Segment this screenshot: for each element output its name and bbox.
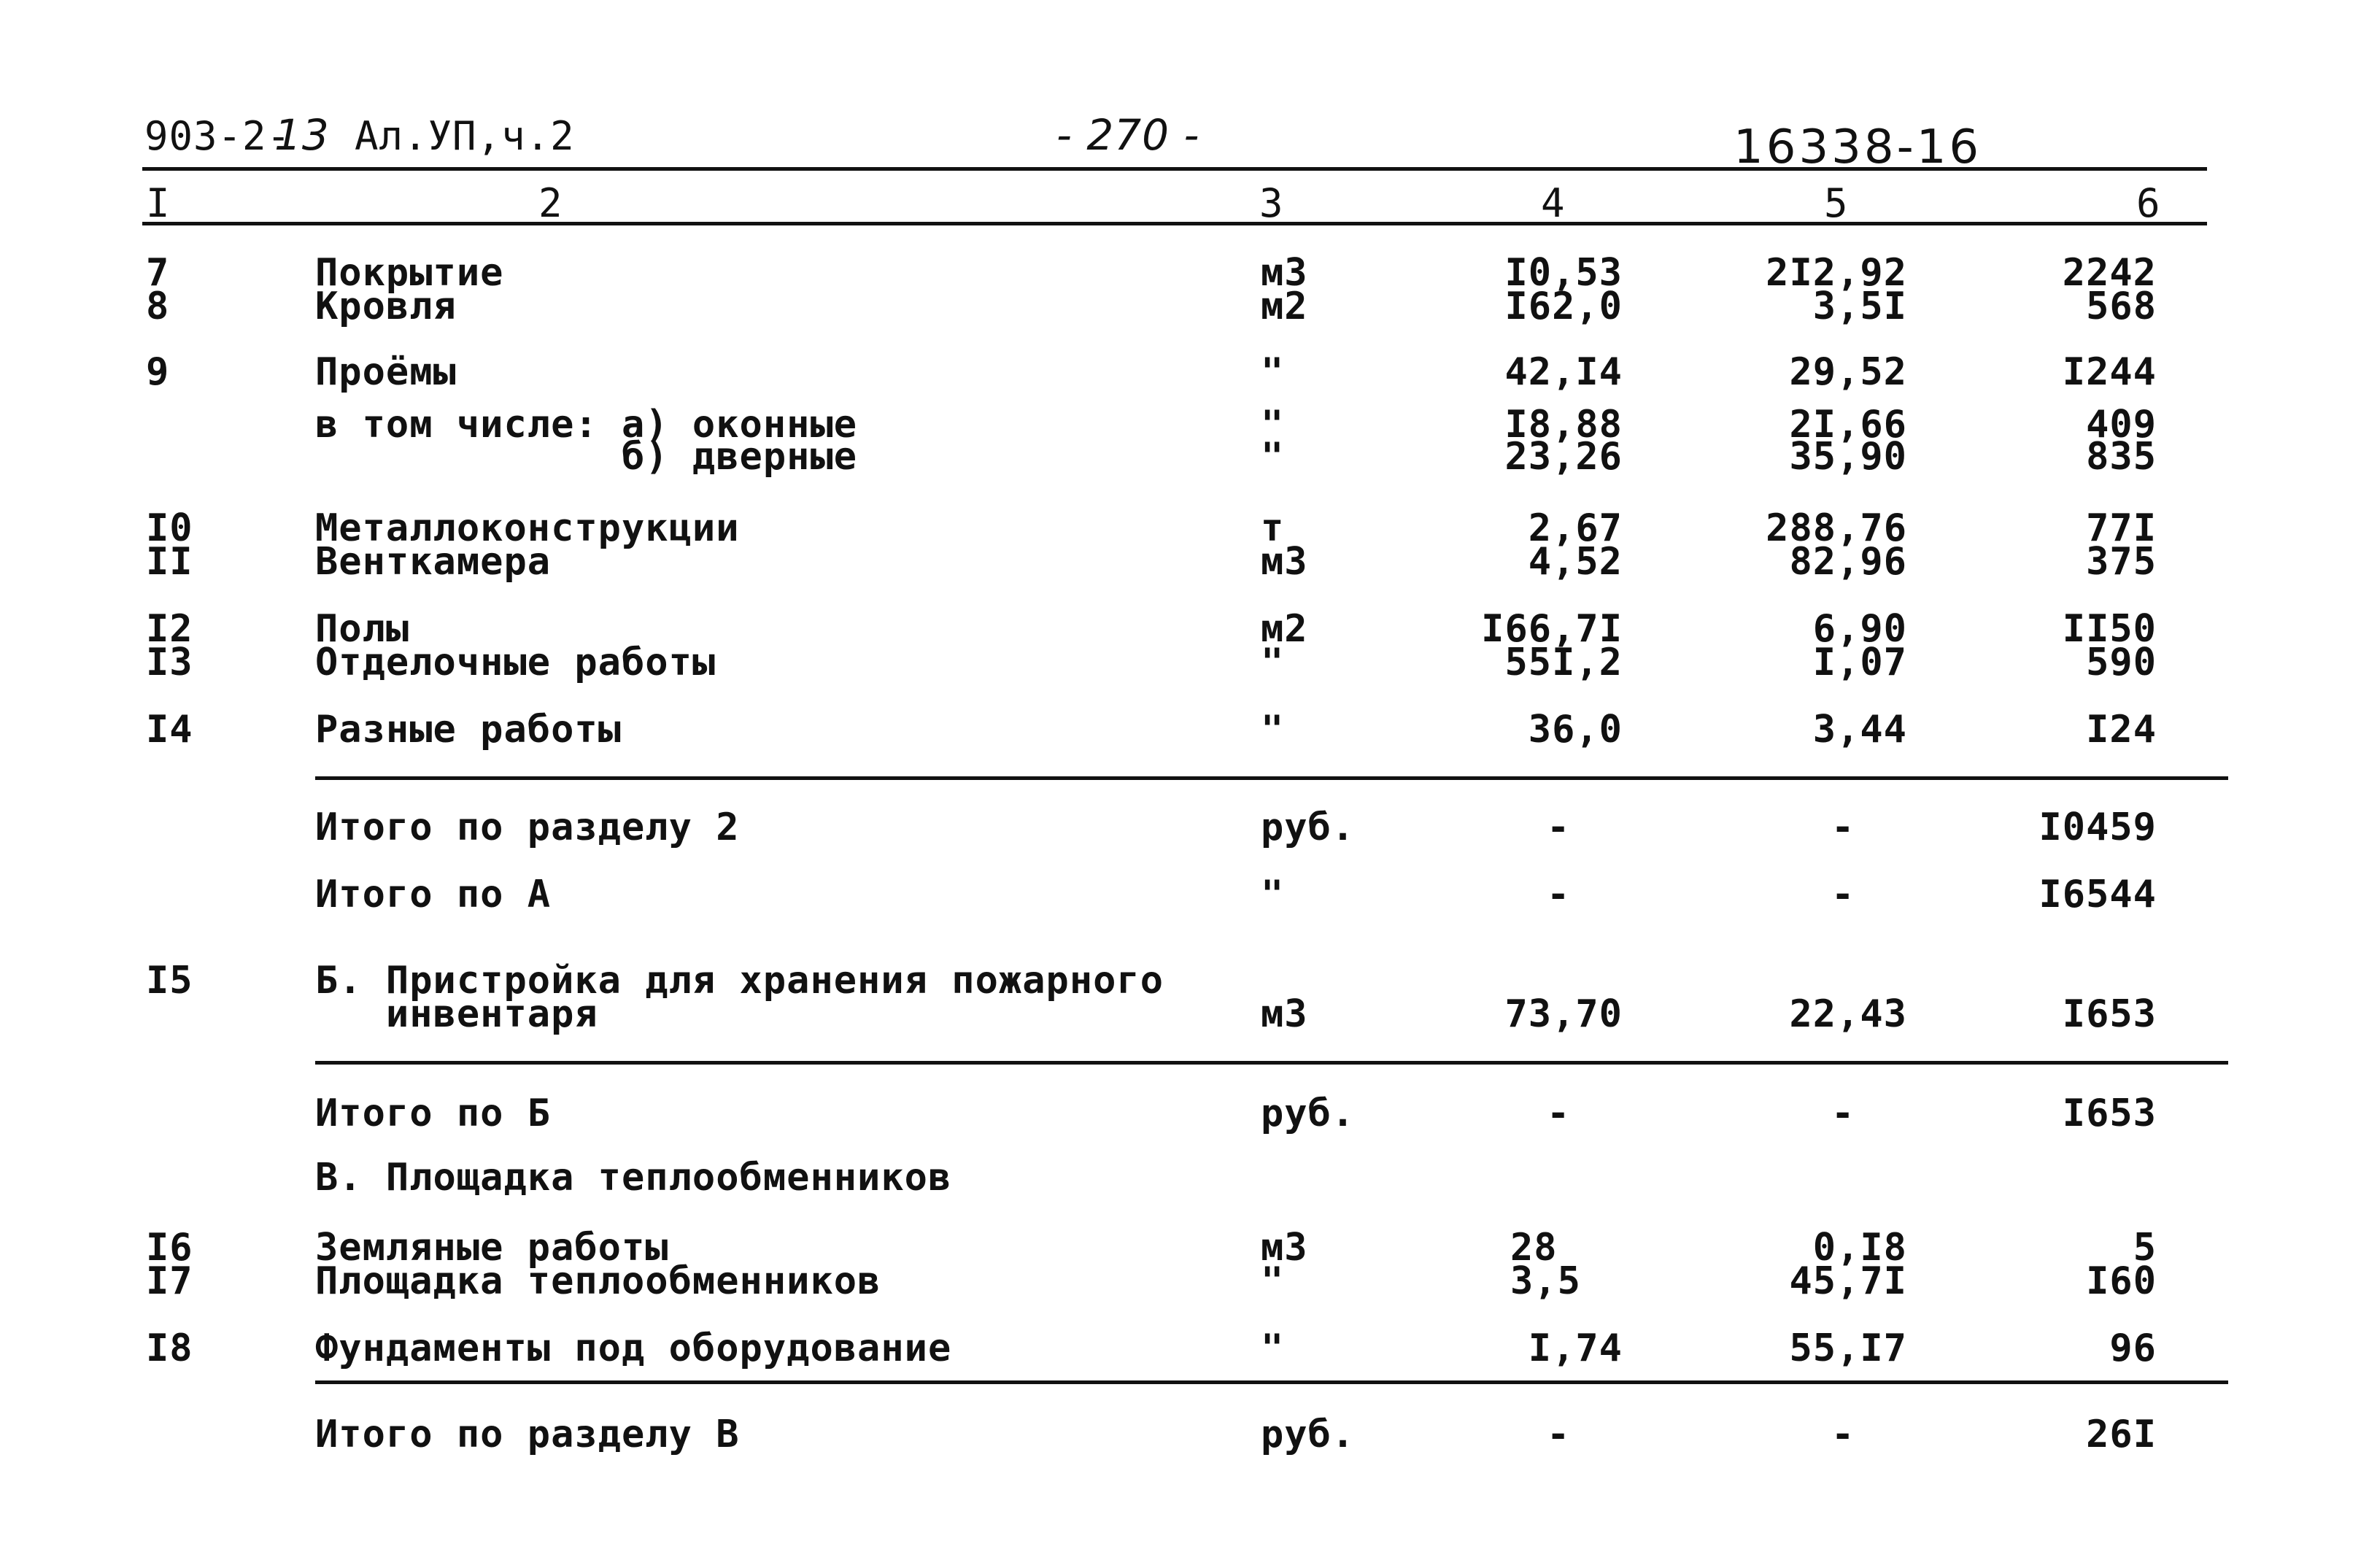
subtotal-rule (315, 1061, 2228, 1065)
row-unit-price: - (1831, 1092, 1855, 1135)
column-header-rule (142, 222, 2207, 225)
row-total: 568 (2086, 285, 2157, 328)
row-unit-price: - (1831, 873, 1855, 916)
column-number: 4 (1541, 180, 1566, 226)
row-unit-price: 29,52 (1789, 350, 1907, 394)
row-unit-price: 288,76 (1766, 506, 1907, 550)
row-quantity: - (1547, 1092, 1571, 1135)
row-quantity: 36,0 (1528, 708, 1623, 752)
row-unit: м2 (1261, 285, 1308, 328)
album-label: Ал.УП,ч.2 (355, 113, 575, 159)
row-name-continuation: инвентаря (315, 992, 598, 1036)
row-unit-price: 3,44 (1812, 708, 1907, 752)
row-unit-price: - (1831, 1413, 1855, 1456)
row-name: Итого по Б (315, 1092, 552, 1135)
row-unit-price: 22,43 (1789, 992, 1907, 1036)
row-total: 375 (2086, 540, 2157, 584)
row-unit: м3 (1261, 251, 1308, 295)
row-total: 96 (2109, 1326, 2157, 1370)
row-name: Земляные работы (315, 1226, 669, 1270)
row-name: Проёмы (315, 350, 457, 394)
row-unit: " (1261, 1326, 1285, 1370)
row-name: Металлоконструкции (315, 506, 740, 550)
row-name: в том числе: а) оконные (315, 403, 858, 447)
header-rule (142, 167, 2207, 171)
column-number: 2 (538, 180, 563, 226)
row-unit: " (1261, 350, 1285, 394)
row-total: I244 (2062, 350, 2157, 394)
row-name: Разные работы (315, 708, 622, 752)
row-total: 77I (2086, 506, 2157, 550)
row-name: Отделочные работы (315, 641, 716, 684)
subtotal-rule (315, 1380, 2228, 1384)
row-total: I653 (2062, 1092, 2157, 1135)
row-unit: м3 (1261, 992, 1308, 1036)
row-unit-price: - (1831, 806, 1855, 849)
row-quantity: 23,26 (1504, 435, 1623, 479)
row-unit: т (1261, 506, 1285, 550)
row-name: Покрытие (315, 251, 504, 295)
row-unit: " (1261, 641, 1285, 684)
row-name: Итого по А (315, 873, 552, 916)
row-unit-price: 2I2,92 (1766, 251, 1907, 295)
row-number: I3 (146, 641, 193, 684)
row-unit-price: 45,7I (1789, 1259, 1907, 1303)
page-number: - 270 - (1056, 110, 1200, 160)
row-unit: " (1261, 873, 1285, 916)
row-quantity: I8,88 (1504, 403, 1623, 447)
row-unit: м3 (1261, 540, 1308, 584)
row-total: 835 (2086, 435, 2157, 479)
row-total: I6544 (2038, 873, 2157, 916)
row-name: Итого по разделу 2 (315, 806, 740, 849)
row-number: 7 (146, 251, 170, 295)
row-number: 9 (146, 350, 170, 394)
row-total: 5 (2133, 1226, 2157, 1270)
row-number: I8 (146, 1326, 193, 1370)
row-quantity: 28 (1510, 1226, 1558, 1270)
row-quantity: 4,52 (1528, 540, 1623, 584)
row-quantity: - (1547, 806, 1571, 849)
row-unit: " (1261, 708, 1285, 752)
row-total: I24 (2086, 708, 2157, 752)
row-quantity: 42,I4 (1504, 350, 1623, 394)
row-number: II (146, 540, 193, 584)
row-total: I0459 (2038, 806, 2157, 849)
row-quantity: I0,53 (1504, 251, 1623, 295)
doc-code-prefix: 903-2- (144, 113, 292, 159)
row-unit: " (1261, 1259, 1285, 1303)
row-name: Итого по разделу В (315, 1413, 740, 1456)
row-number: I4 (146, 708, 193, 752)
row-number: I2 (146, 607, 193, 651)
row-number: I7 (146, 1259, 193, 1303)
row-quantity: 2,67 (1528, 506, 1623, 550)
row-name: Кровля (315, 285, 457, 328)
row-name: Б. Пристройка для хранения пожарного (315, 959, 1164, 1003)
row-total: I653 (2062, 992, 2157, 1036)
subtotal-rule (315, 776, 2228, 780)
row-quantity: - (1547, 873, 1571, 916)
column-number: 3 (1259, 180, 1284, 226)
row-name: Полы (315, 607, 410, 651)
row-name: б) дверные (315, 435, 858, 479)
row-unit-price: 6,90 (1812, 607, 1907, 651)
column-number: 6 (2136, 180, 2161, 226)
row-unit-price: 55,I7 (1789, 1326, 1907, 1370)
row-total: I60 (2086, 1259, 2157, 1303)
row-name: Площадка теплообменников (315, 1259, 881, 1303)
sheet-code: 16338-16 (1734, 120, 1982, 174)
row-number: 8 (146, 285, 170, 328)
row-number: I0 (146, 506, 193, 550)
row-quantity: I62,0 (1504, 285, 1623, 328)
row-unit: " (1261, 435, 1285, 479)
row-unit-price: I,07 (1812, 641, 1907, 684)
row-number: I6 (146, 1226, 193, 1270)
row-unit: м2 (1261, 607, 1308, 651)
row-quantity: 73,70 (1504, 992, 1623, 1036)
row-total: 26I (2086, 1413, 2157, 1456)
row-unit-price: 82,96 (1789, 540, 1907, 584)
row-unit: " (1261, 403, 1285, 447)
row-name: Венткамера (315, 540, 552, 584)
row-total: 590 (2086, 641, 2157, 684)
row-total: II50 (2062, 607, 2157, 651)
row-total: 409 (2086, 403, 2157, 447)
row-quantity: 55I,2 (1504, 641, 1623, 684)
row-unit-price: 0,I8 (1812, 1226, 1907, 1270)
row-number: I5 (146, 959, 193, 1003)
row-unit-price: 2I,66 (1789, 403, 1907, 447)
row-unit: руб. (1261, 806, 1356, 849)
row-quantity: I66,7I (1481, 607, 1623, 651)
section-heading: В. Площадка теплообменников (315, 1156, 952, 1200)
row-name: Фундаменты под оборудование (315, 1326, 952, 1370)
row-total: 2242 (2062, 251, 2157, 295)
column-number: 5 (1824, 180, 1849, 226)
doc-code-handwritten: 13 (274, 110, 330, 160)
row-unit-price: 35,90 (1789, 435, 1907, 479)
row-quantity: I,74 (1528, 1326, 1623, 1370)
row-quantity: 3,5 (1510, 1259, 1581, 1303)
row-unit: руб. (1261, 1413, 1356, 1456)
row-unit: м3 (1261, 1226, 1308, 1270)
row-unit: руб. (1261, 1092, 1356, 1135)
row-unit-price: 3,5I (1812, 285, 1907, 328)
column-number: I (146, 180, 171, 226)
row-quantity: - (1547, 1413, 1571, 1456)
